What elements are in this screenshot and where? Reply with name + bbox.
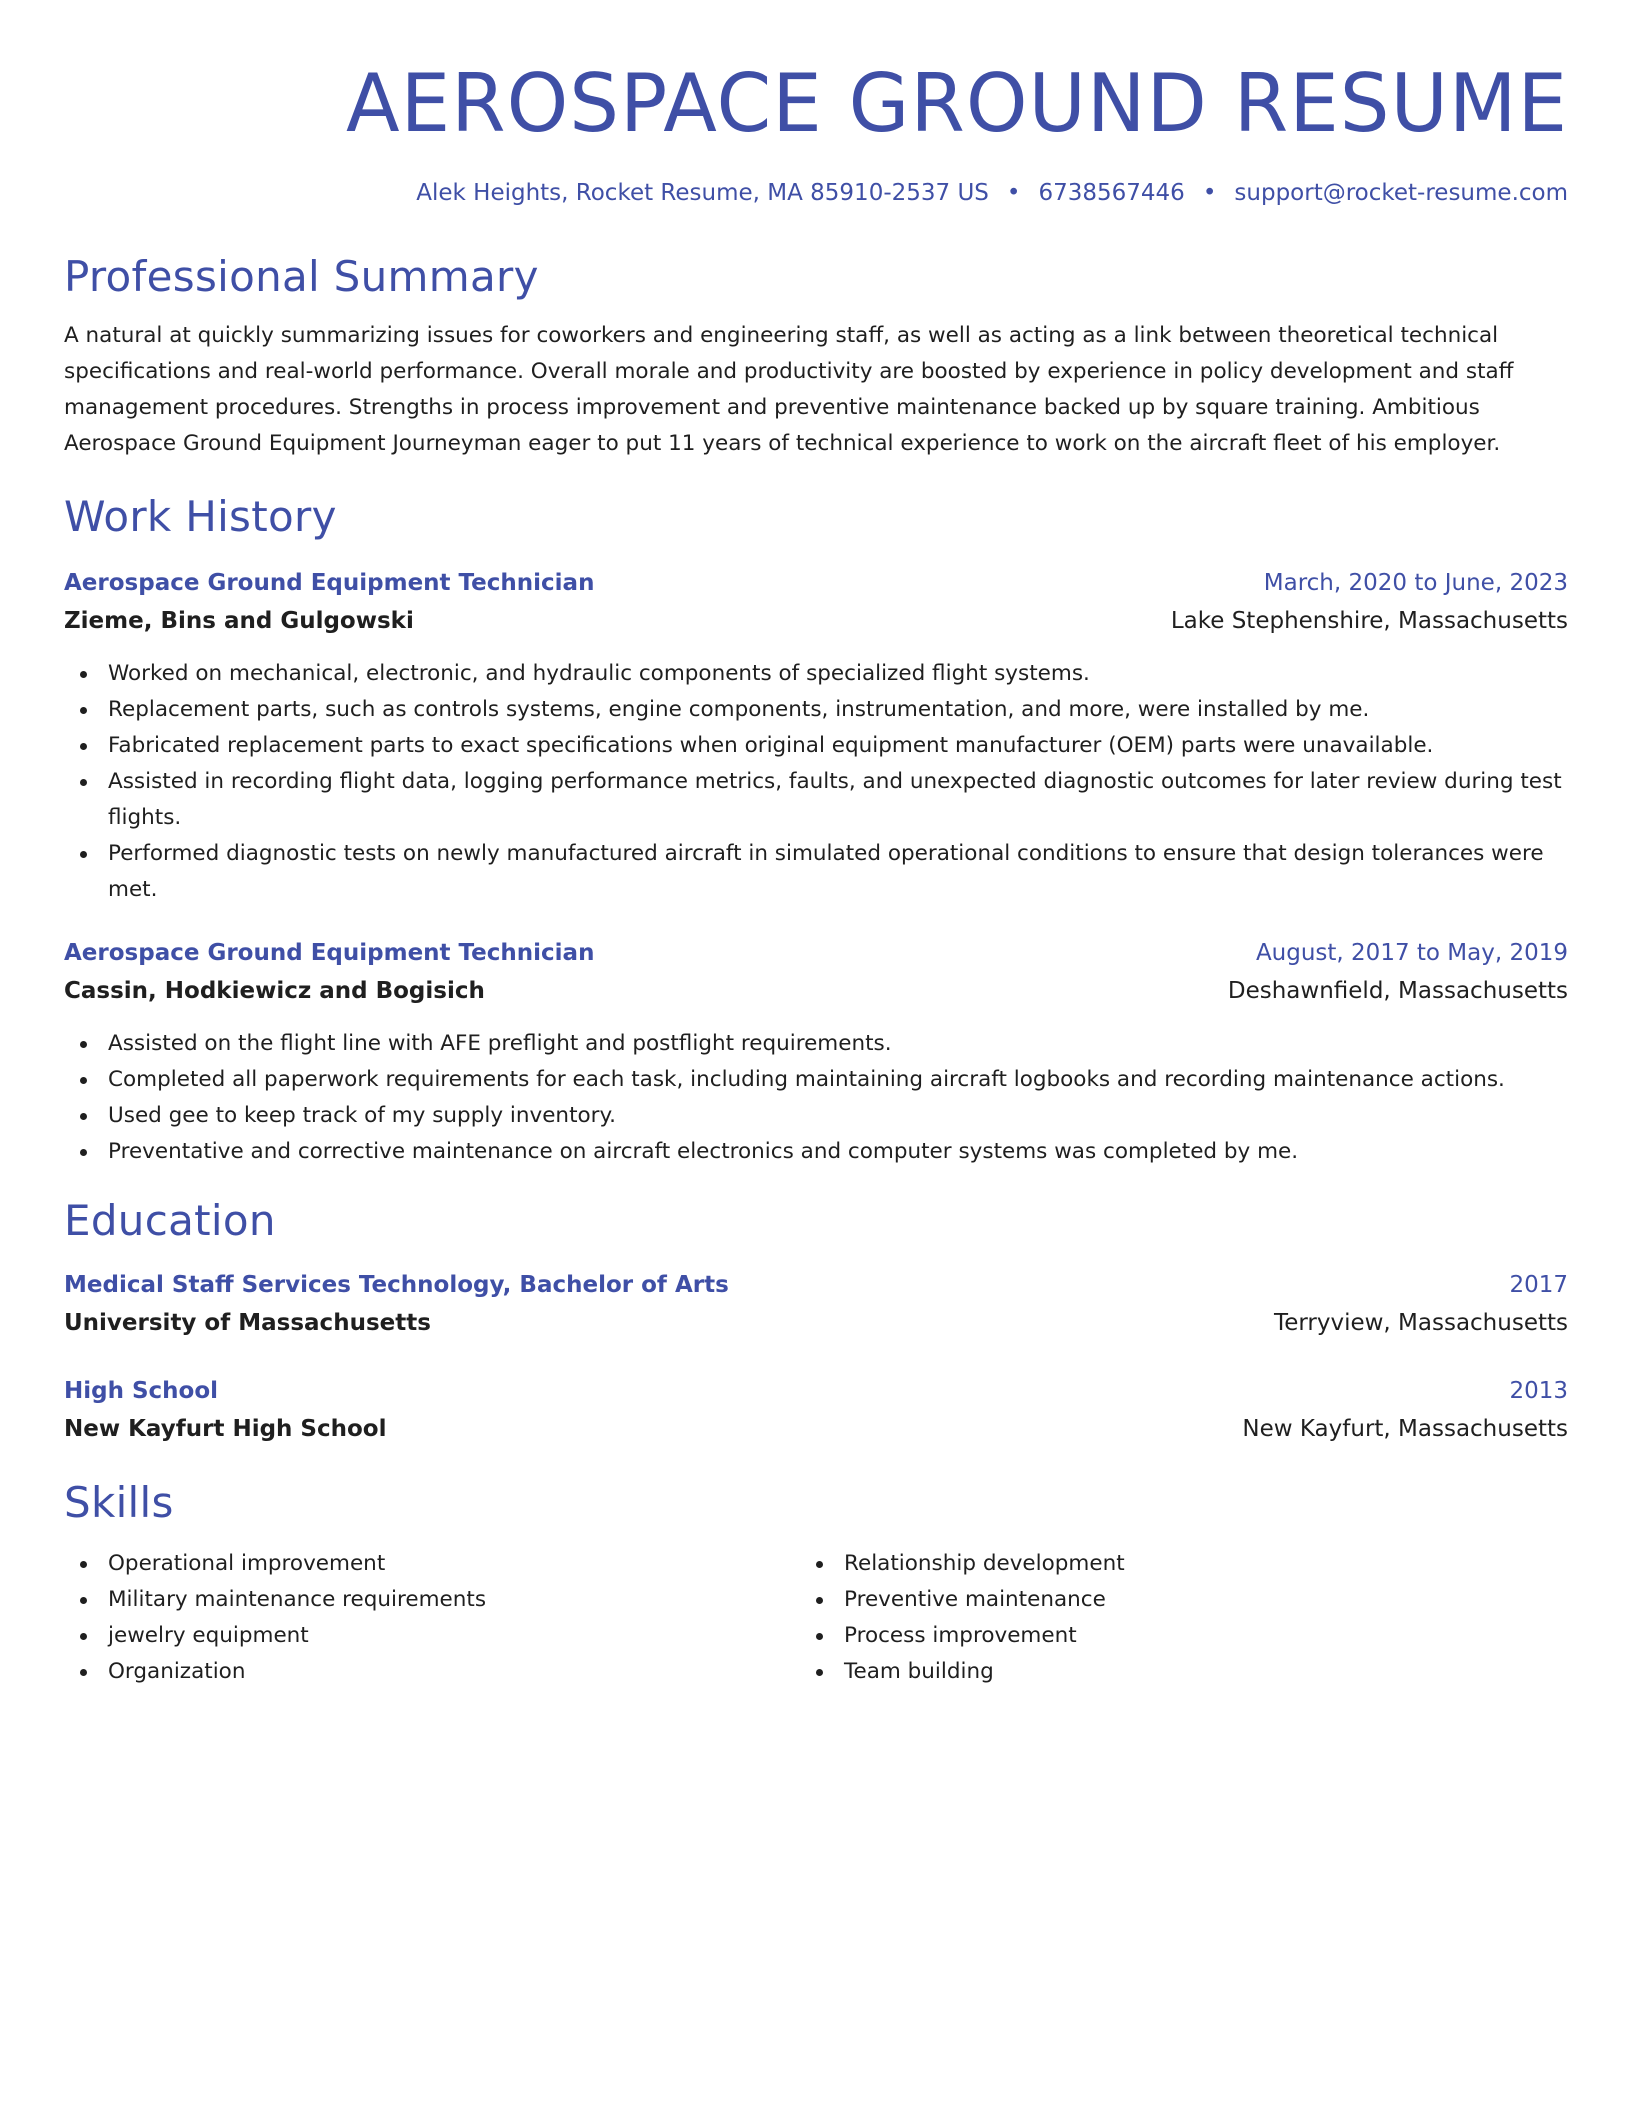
list-item: Used gee to keep track of my supply inventory. — [64, 1098, 1568, 1134]
education-entry — [64, 1372, 1568, 1448]
job-duties-list — [64, 1026, 1568, 1170]
skill-item: Preventive maintenance — [800, 1582, 1536, 1618]
work-entry — [64, 564, 1568, 908]
company-name: Cassin, Hodkiewicz and Bogisich — [64, 978, 485, 1004]
job-duties-list — [64, 656, 1568, 908]
company-name: Zieme, Bins and Gulgowski — [64, 608, 414, 634]
section-heading-work-history: Work History — [64, 492, 337, 541]
school-location: New Kayfurt, Massachusetts — [1242, 1416, 1568, 1442]
work-entry-subheader — [64, 602, 1568, 640]
school-location: Terryview, Massachusetts — [1274, 1310, 1568, 1336]
contact-address: Alek Heights, Rocket Resume, MA 85910-2537 US — [416, 180, 989, 206]
education-entry — [64, 1266, 1568, 1342]
education-entry-subheader — [64, 1410, 1568, 1448]
job-dates: March, 2020 to June, 2023 — [1263, 570, 1568, 596]
section-heading-summary: Professional Summary — [64, 252, 539, 301]
work-entry-header — [64, 564, 1568, 602]
list-item: Performed diagnostic tests on newly manufactured aircraft in simulated operational conditions to ensure that design tolerances were met. — [64, 836, 1568, 908]
resume-title: AEROSPACE GROUND RESUME — [346, 57, 1568, 150]
work-entry-subheader — [64, 972, 1568, 1010]
education-entry-header — [64, 1266, 1568, 1304]
list-item: Worked on mechanical, electronic, and hydraulic components of specialized flight systems. — [64, 656, 1568, 692]
job-title: Aerospace Ground Equipment Technician — [64, 940, 595, 966]
education-year: 2013 — [1509, 1378, 1568, 1404]
skill-item: Organization — [64, 1654, 800, 1690]
contact-line — [64, 178, 1568, 208]
school-name: University of Massachusetts — [64, 1310, 431, 1336]
skills-list-right — [800, 1546, 1536, 1690]
skill-item: Military maintenance requirements — [64, 1582, 800, 1618]
contact-separator: • — [1202, 180, 1217, 206]
contact-separator: • — [1006, 180, 1021, 206]
skill-item: Relationship development — [800, 1546, 1536, 1582]
education-entry-subheader — [64, 1304, 1568, 1342]
contact-email[interactable]: support@rocket-resume.com — [1234, 180, 1568, 206]
section-heading-skills: Skills — [64, 1478, 174, 1527]
list-item: Assisted on the flight line with AFE preflight and postflight requirements. — [64, 1026, 1568, 1062]
list-item: Fabricated replacement parts to exact specifications when original equipment manufacturer (OEM) parts were unavailable. — [64, 728, 1568, 764]
skill-item: Team building — [800, 1654, 1536, 1690]
skills-list-left — [64, 1546, 800, 1690]
work-entry-header — [64, 934, 1568, 972]
skills-grid — [64, 1546, 1568, 1690]
skill-item: Operational improvement — [64, 1546, 800, 1582]
skill-item: jewelry equipment — [64, 1618, 800, 1654]
school-name: New Kayfurt High School — [64, 1416, 387, 1442]
list-item: Completed all paperwork requirements for each task, including maintaining aircraft logbooks and recording maintenance actions. — [64, 1062, 1568, 1098]
skill-item: Process improvement — [800, 1618, 1536, 1654]
summary-text: A natural at quickly summarizing issues for coworkers and engineering staff, as well as acting as a link between theoretical technical specifications and real-world performance. Overall morale and productivity are boosted by experience in policy development and staff management procedures. Strengths in process improvement and preventive maintenance backed up by square training. Ambitious Aerospace Ground Equipment Journeyman eager to put 11 years of technical experience to work on the aircraft fleet of his employer. — [64, 323, 1514, 456]
section-heading-education: Education — [64, 1196, 276, 1245]
education-year: 2017 — [1509, 1272, 1568, 1298]
job-title: Aerospace Ground Equipment Technician — [64, 570, 595, 596]
list-item: Replacement parts, such as controls systems, engine components, instrumentation, and more, were installed by me. — [64, 692, 1568, 728]
contact-phone: 6738567446 — [1038, 180, 1185, 206]
list-item: Preventative and corrective maintenance on aircraft electronics and computer systems was completed by me. — [64, 1134, 1568, 1170]
degree-title: Medical Staff Services Technology, Bachelor of Arts — [64, 1272, 729, 1298]
job-location: Deshawnfield, Massachusetts — [1227, 978, 1568, 1004]
work-entry — [64, 934, 1568, 1170]
list-item: Assisted in recording flight data, logging performance metrics, faults, and unexpected diagnostic outcomes for later review during test flights. — [64, 764, 1568, 836]
job-dates: August, 2017 to May, 2019 — [1255, 940, 1568, 966]
job-location: Lake Stephenshire, Massachusetts — [1170, 608, 1568, 634]
education-entry-header — [64, 1372, 1568, 1410]
degree-title: High School — [64, 1378, 219, 1404]
